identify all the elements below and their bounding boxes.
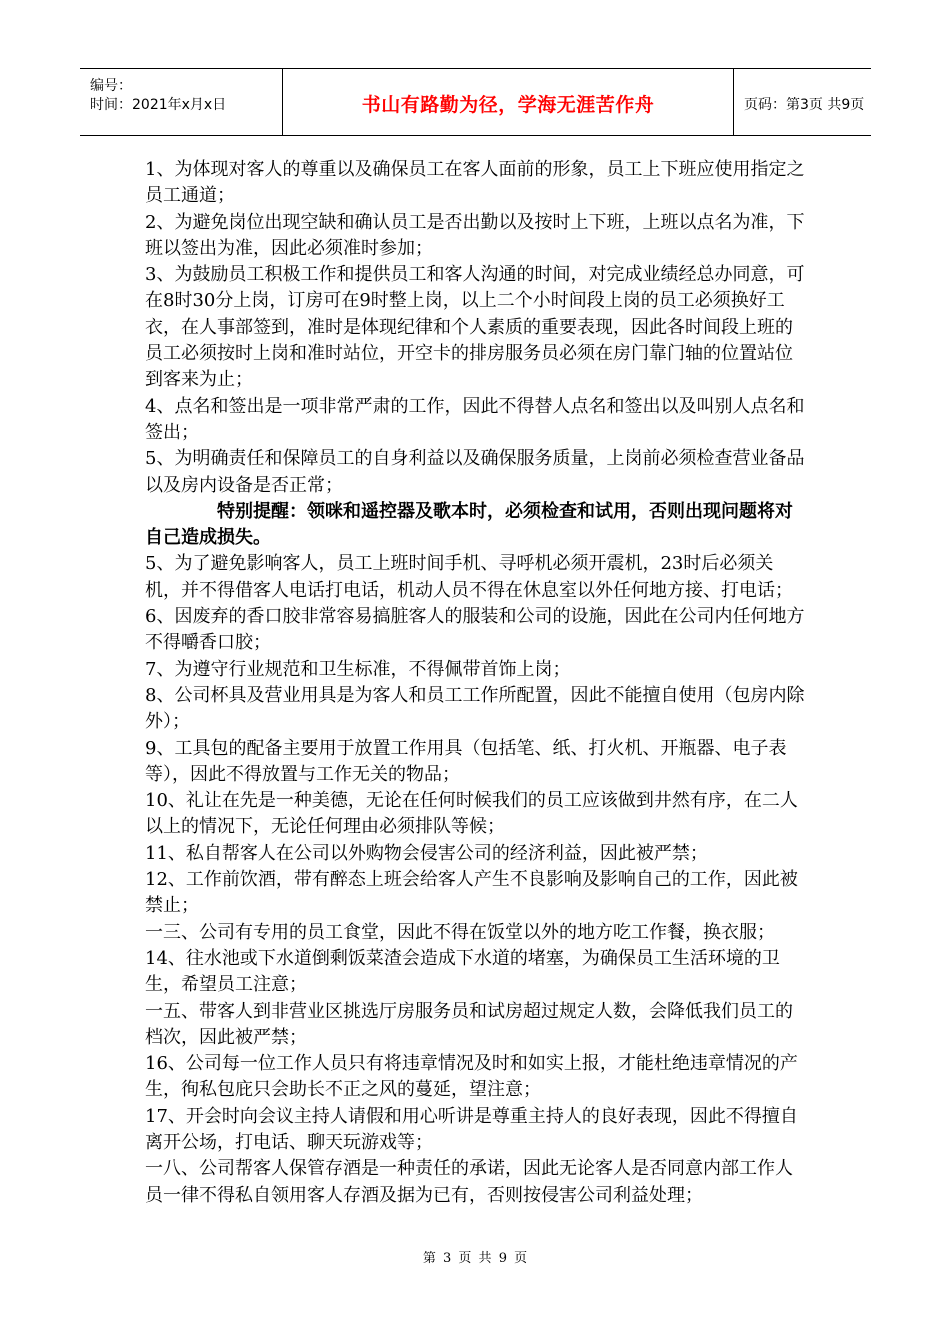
document-number: 编号： xyxy=(90,78,132,94)
rule-paragraph: 5、为明确责任和保障员工的自身利益以及确保服务质量，上岗前必须检查营业备品以及房内设备是否正常； xyxy=(145,448,805,496)
rule-paragraph: 17、开会时向会议主持人请假和用心听讲是尊重主持人的良好表现，因此不得擅自离开公场，打电话、聊天玩游戏等； xyxy=(145,1105,798,1153)
rule-paragraph: 一八、公司帮客人保管存酒是一种责任的承诺，因此无论客人是否同意内部工作人员一律不得私自领用客人存酒及据为已有，否则按侵害公司利益处理； xyxy=(145,1158,793,1206)
document-date: 时间：2021年x月x日 xyxy=(90,97,227,113)
rule-paragraph: 7、为遵守行业规范和卫生标准，不得佩带首饰上岗； xyxy=(145,658,571,680)
rule-paragraph: 14、往水池或下水道倒剩饭菜渣会造成下水道的堵塞，为确保员工生活环境的卫生，希望员工注意； xyxy=(145,947,780,996)
rule-paragraph: 6、因废弃的香口胶非常容易搞脏客人的服装和公司的设施，因此在公司内任何地方不得嚼香口胶； xyxy=(145,606,805,654)
rule-paragraph: 4、点名和签出是一项非常严肃的工作，因此不得替人点名和签出以及叫别人点名和签出； xyxy=(145,395,805,443)
rule-paragraph: 一三、公司有专用的员工食堂，因此不得在饭堂以外的地方吃工作餐，换衣服； xyxy=(145,921,775,943)
rule-paragraph: 2、为避免岗位出现空缺和确认员工是否出勤以及按时上下班，上班以点名为准，下班以签出为准，因此必须准时参加； xyxy=(145,211,805,259)
special-reminder: 特别提醒：领咪和遥控器及歌本时，必须检查和试用，否则出现问题将对自己造成损失。 xyxy=(145,500,793,549)
rule-paragraph: 9、工具包的配备主要用于放置工作用具（包括笔、纸、打火机、开瓶器、电子表等），因此不得放置与工作无关的物品； xyxy=(145,737,787,785)
page-header xyxy=(80,68,871,136)
rule-paragraph: 16、公司每一位工作人员只有将违章情况及时和如实上报，才能杜绝违章情况的产生，徇私包庇只会助长不正之风的蔓延，望注意； xyxy=(145,1053,798,1101)
rule-paragraph: 12、工作前饮酒，带有醉态上班会给客人产生不良影响及影响自己的工作，因此被禁止； xyxy=(145,869,798,917)
rule-paragraph: 一五、带客人到非营业区挑选厅房服务员和试房超过规定人数，会降低我们员工的档次，因此被严禁； xyxy=(145,1000,793,1048)
rule-paragraph: 10、礼让在先是一种美德，无论在任何时候我们的员工应该做到井然有序，在二人以上的情况下，无论任何理由必须排队等候； xyxy=(145,790,798,838)
rule-paragraph: 3、为鼓励员工积极工作和提供员工和客人沟通的时间，对完成业绩经总办同意，可在8时30分上岗，订房可在9时整上岗，以上二个小时间段上岗的员工必须换好工衣，在人事部签到，准时是体现纪律和个人素质的重要表现，因此各时间段上班的员工必须按时上岗和准时站位，开空卡的排房服务员必须在房门靠门轴的位置站位到客来为止； xyxy=(145,264,805,391)
header-info-cell xyxy=(80,69,282,135)
header-page-number: 页码：第3页 共9页 xyxy=(744,97,865,113)
page-footer: 第 3 页 共 9 页 xyxy=(422,1251,528,1266)
header-page-cell xyxy=(734,69,871,135)
document-body xyxy=(145,157,805,1209)
rule-paragraph: 11、私自帮客人在公司以外购物会侵害公司的经济利益，因此被严禁； xyxy=(145,842,708,864)
rule-paragraph: 8、公司杯具及营业用具是为客人和员工工作所配置，因此不能擅自使用（包房内除外）； xyxy=(145,684,805,733)
header-motto-cell xyxy=(282,69,734,135)
rule-paragraph: 1、为体现对客人的尊重以及确保员工在客人面前的形象，员工上下班应使用指定之员工通道； xyxy=(145,159,805,207)
rule-paragraph: 5、为了避免影响客人，员工上班时间手机、寻呼机必须开震机，23时后必须关机，并不得借客人电话打电话，机动人员不得在休息室以外任何地方接、打电话； xyxy=(145,553,793,601)
header-motto: 书山有路勤为径，学海无涯苦作舟 xyxy=(361,94,655,116)
